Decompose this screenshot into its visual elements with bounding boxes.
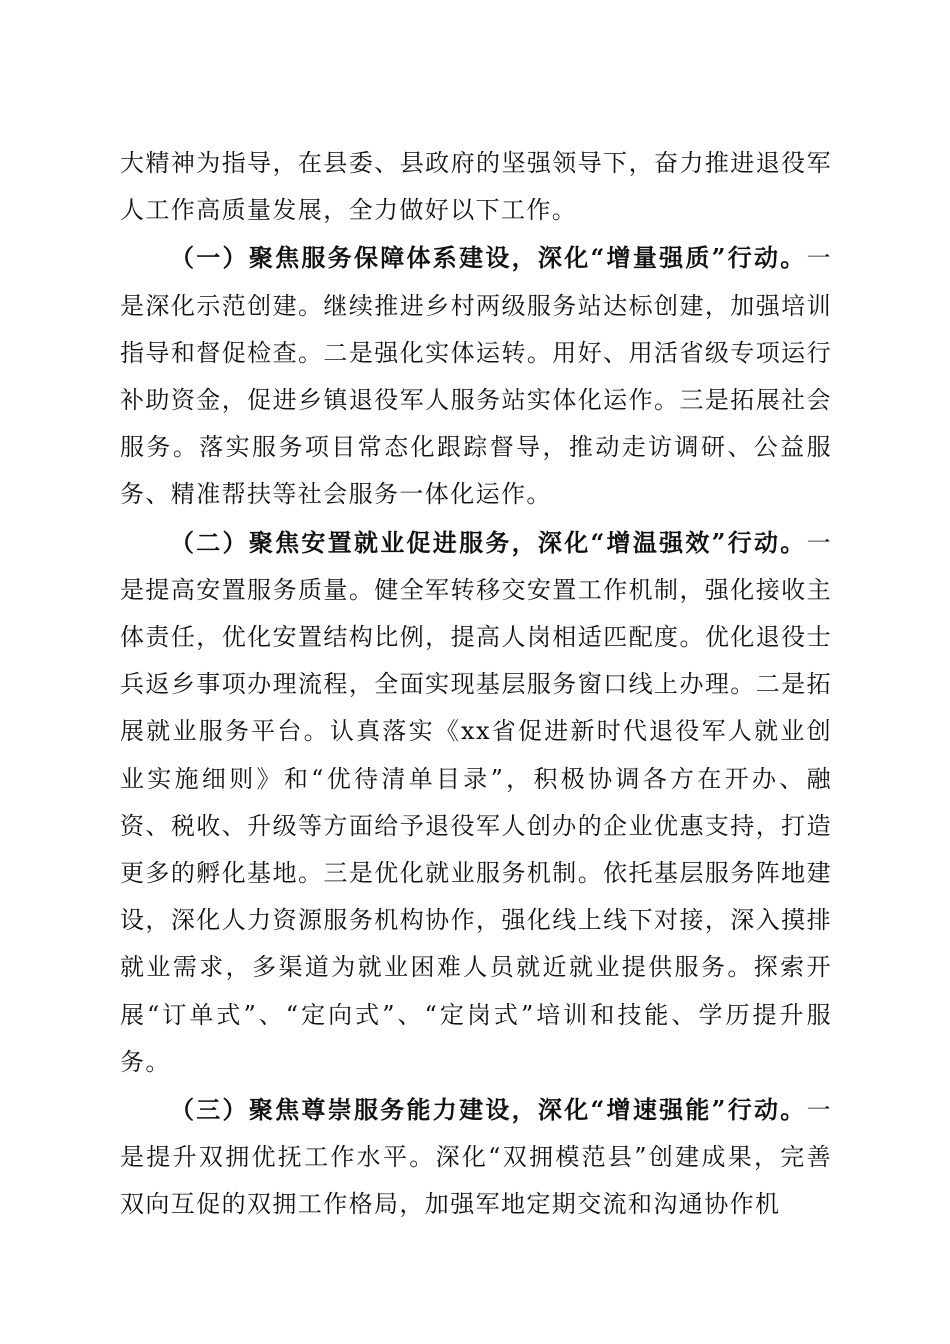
- paragraph-intro-text: 大精神为指导，在县委、县政府的坚强领导下，奋力推进退役军人工作高质量发展，全力做好以下工作。: [120, 149, 832, 225]
- section-1-body: 一是深化示范创建。继续推进乡村两级服务站达标创建，加强培训指导和督促检查。二是强化实体运转。用好、用活省级专项运行补助资金，促进乡镇退役军人服务站实体化运作。三是拓展社会服务。落实服务项目常态化跟踪督导，推动走访调研、公益服务、精准帮扶等社会服务一体化运作。: [120, 244, 832, 509]
- document-body: [120, 140, 832, 1229]
- paragraph-intro: [120, 140, 832, 234]
- paragraph-section-1: [120, 234, 832, 518]
- section-2-heading: （二）聚焦安置就业促进服务，深化“增温强效”行动。: [170, 527, 807, 557]
- paragraph-section-3: [120, 1086, 832, 1229]
- section-3-heading: （三）聚焦尊崇服务能力建设，深化“增速强能”行动。: [170, 1095, 807, 1125]
- paragraph-section-2: [120, 519, 832, 1086]
- section-2-body: 一是提高安置服务质量。健全军转移交安置工作机制，强化接收主体责任，优化安置结构比例，提高人岗相适匹配度。优化退役士兵返乡事项办理流程，全面实现基层服务窗口线上办理。二是拓展就业服务平台。认真落实《xx省促进新时代退役军人就业创业实施细则》和“优待清单目录”，积极协调各方在开办、融资、税收、升级等方面给予退役军人创办的企业优惠支持，打造更多的孵化基地。三是优化就业服务机制。依托基层服务阵地建设，深化人力资源服务机构协作，强化线上线下对接，深入摸排就业需求，多渠道为就业困难人员就近就业提供服务。探索开展“订单式”、“定向式”、“定岗式”培训和技能、学历提升服务。: [120, 528, 832, 1076]
- section-1-heading: （一）聚焦服务保障体系建设，深化“增量强质”行动。: [170, 243, 807, 273]
- section-3-body: 一是提升双拥优抚工作水平。深化“双拥模范县”创建成果，完善双向互促的双拥工作格局，加强军地定期交流和沟通协作机: [120, 1096, 832, 1219]
